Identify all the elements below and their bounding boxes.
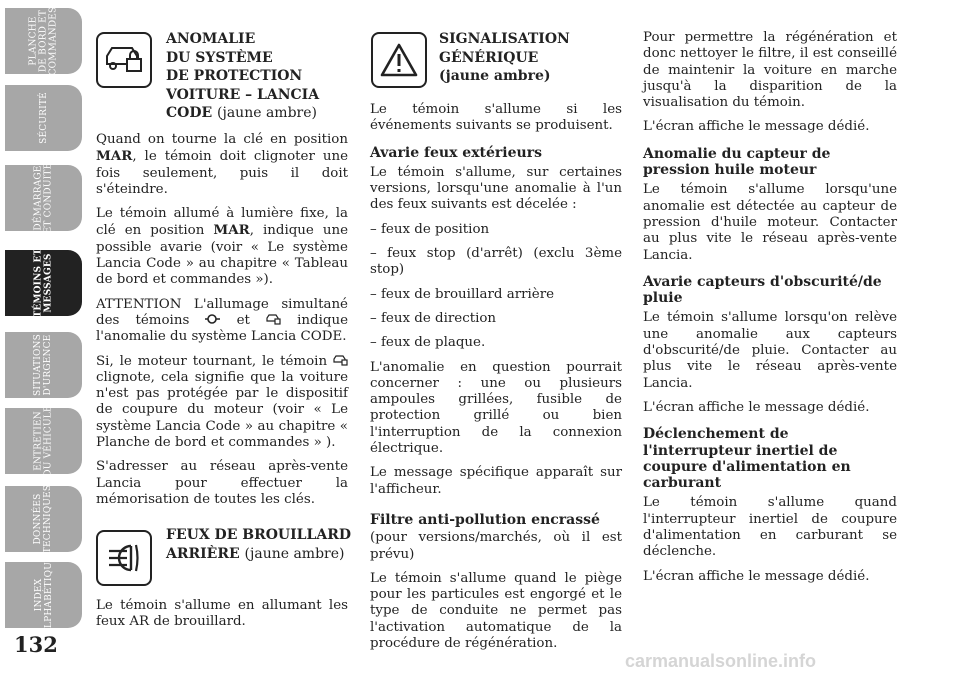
watermark: carmanualsonline.info (625, 651, 817, 671)
section-heading: Avarie feux extérieurs (370, 144, 542, 161)
paragraph: S'adresser au réseau après-vente Lancia pour effectuer la mémorisation de toutes les clés. (96, 459, 348, 507)
column-2 (370, 102, 622, 660)
paragraph: Le message spécifique apparaît sur l'afficheur. (370, 465, 622, 497)
key-icon (205, 313, 220, 325)
section-heading: Filtre anti-pollution encrassé (370, 511, 600, 528)
rear-fog-title: FEUX DE BROUILLARD ARRIÈRE (jaune ambre) (166, 527, 351, 562)
paragraph: Le témoin s'allume lorsqu'on relève une anomalie aux capteurs d'obscurité/de pluie. Contacter au plus vite le réseau après-vente Lancia. (643, 310, 897, 391)
column-3 (643, 30, 897, 593)
section-heading: Anomalie du capteur de pression huile moteur (643, 145, 831, 179)
list-item: – feux de plaque. (370, 335, 486, 351)
section-heading: Avarie capteurs d'obscurité/de pluie (643, 273, 882, 307)
section-subheading: (pour versions/marchés, où il est prévu) (370, 530, 622, 562)
paragraph: Pour permettre la régénération et donc nettoyer le filtre, il est conseillé de maintenir la voiture en marche jusqu'à la disparition de la visualisation du témoin. (643, 30, 897, 111)
paragraph: Si, le moteur tournant, le témoin clignote, cela signifie que la voiture n'est pas protégée par le dispositif de coupure du moteur (voir « Le système Lancia Code » au chapitre « Planche de bord et commandes » ). (96, 353, 348, 451)
tab-index[interactable]: INDEX ALPHABÉTIQUE (5, 562, 82, 628)
tab-demarrage[interactable]: DÉMARRAGE ET CONDUITE (5, 165, 82, 231)
rear-fog-text: Le témoin s'allume en allumant les feux AR de brouillard. (96, 598, 348, 630)
paragraph: Quand on tourne la clé en position MAR, le témoin doit clignoter une fois seulement, puis il doit s'éteindre. (96, 132, 348, 197)
page-number: 132 (14, 632, 58, 657)
paragraph: Le témoin s'allume lorsqu'une anomalie est détectée au capteur de pression d'huile moteur. Contacter au plus vite le réseau après-vente Lancia. (643, 182, 897, 263)
tab-temoins-messages[interactable]: TÉMOINS ET MESSAGES (5, 250, 82, 316)
tab-entretien[interactable]: ENTRETIEN DU VÉHICULE (5, 408, 82, 474)
anomaly-lancia-code-title: ANOMALIE DU SYSTÈME DE PROTECTION VOITURE – LANCIA CODE (jaune ambre) (166, 31, 320, 121)
tab-securite[interactable]: SÉCURITÉ (5, 85, 82, 151)
tab-planche-de-bord[interactable]: PLANCHE DE BORD ET COMMANDES (5, 8, 82, 74)
car-lock-icon (333, 354, 348, 366)
chapter-sidebar (0, 0, 82, 677)
column-1 (96, 132, 348, 516)
tab-situations-urgence[interactable]: SITUATIONS D'URGENCE (5, 332, 82, 398)
paragraph: L'écran affiche le message dédié. (643, 568, 870, 584)
general-signal-title: SIGNALISATION GÉNÉRIQUE (jaune ambre) (439, 31, 570, 84)
paragraph: Le témoin s'allume quand le piège pour les particules est engorgé et le type de conduite ne permet pas l'activation automatique de la procédure de régénération. (370, 570, 622, 652)
section-heading: Déclenchement de l'interrupteur inertiel de coupure d'alimentation en carburant (643, 426, 851, 492)
list-item: – feux de brouillard arrière (370, 286, 555, 302)
paragraph: L'anomalie en question pourrait concerner : une ou plusieurs ampoules grillées, fusible de protection grillé ou bien l'interruption de la connexion électrique. (370, 359, 622, 457)
paragraph: Le témoin s'allume si les événements suivants se produisent. (370, 102, 622, 134)
paragraph: Le témoin s'allume quand l'interrupteur inertiel de coupure d'alimentation en carburant se déclenche. (643, 495, 897, 560)
warning-triangle-icon (371, 32, 427, 88)
list-item: – feux de direction (370, 310, 497, 326)
car-lock-icon (266, 313, 281, 325)
rear-fog-light-icon (96, 530, 152, 586)
tab-donnees-techniques[interactable]: DONNÉES TECHNIQUES (5, 486, 82, 552)
paragraph: ATTENTION L'allumage simultané des témoins et indique l'anomalie du système Lancia CODE. (96, 296, 349, 345)
car-lock-icon (96, 32, 152, 88)
paragraph: Le témoin allumé à lumière fixe, la clé en position MAR, indique une possible avarie (voir « Le système Lancia Code » au chapitre « Tableau de bord et commandes »). (96, 206, 348, 288)
paragraph: Le témoin s'allume, sur certaines versions, lorsqu'une anomalie à l'un des feux suivants est décelée : (370, 164, 622, 213)
paragraph: L'écran affiche le message dédié. (643, 399, 870, 415)
paragraph: L'écran affiche le message dédié. (643, 119, 870, 135)
list-item: – feux stop (d'arrêt) (exclu 3ème stop) (370, 246, 622, 278)
list-item: – feux de position (370, 221, 490, 237)
